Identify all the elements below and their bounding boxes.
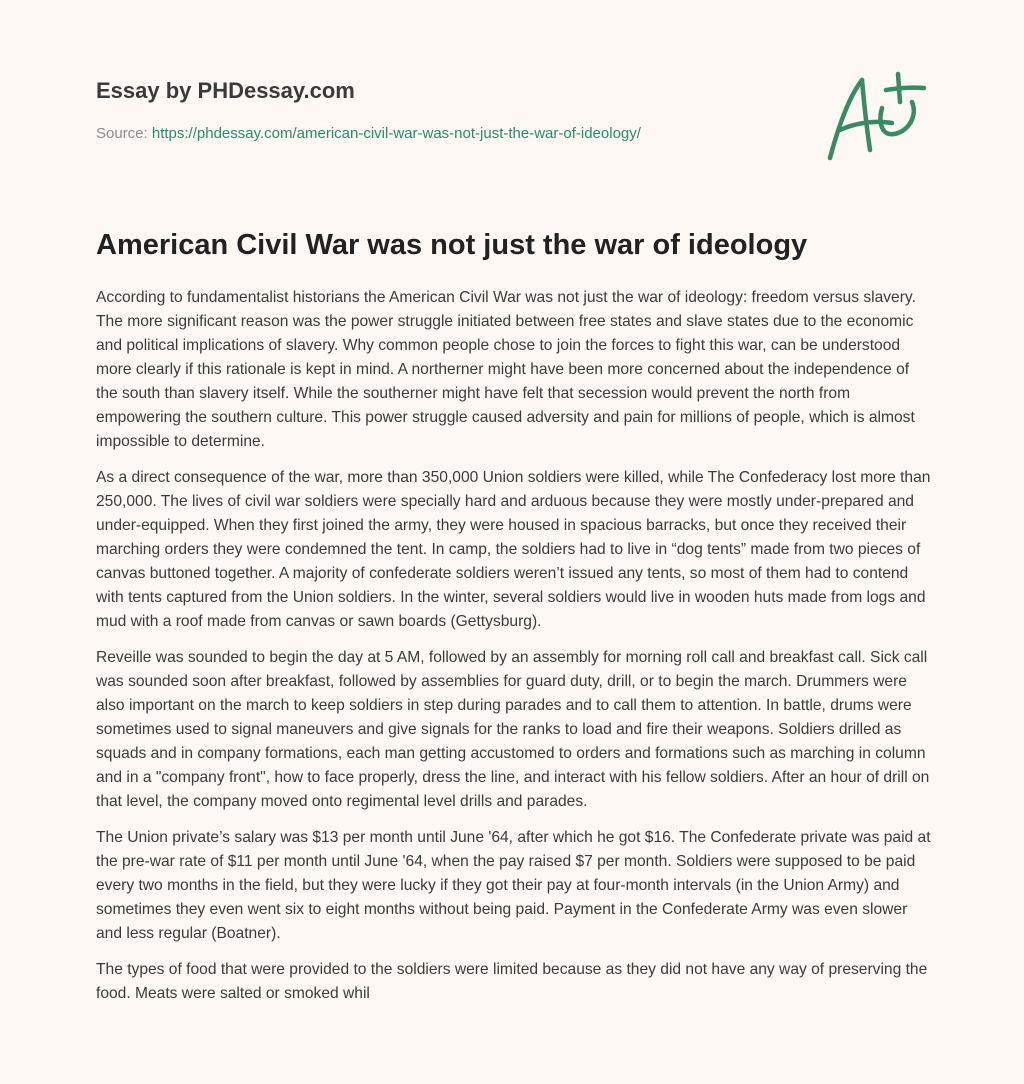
essay-body <box>96 226 932 1018</box>
a-plus-logo <box>820 68 930 168</box>
essay-title: American Civil War was not just the war of ideology <box>96 229 808 261</box>
essay-paragraph-2: As a direct consequence of the war, more than 350,000 Union soldiers were killed, while The Confederacy lost more than 250,000. The lives of civil war soldiers were specially hard and arduous because they were mostly under-prepared and under-equipped. When they first joined the army, they were housed in spacious barracks, but once they received their marching orders they were condemned the tent. In camp, the soldiers had to live in “dog tents” made from two pieces of canvas buttoned together. A majority of confederate soldiers weren’t issued any tents, so most of them had to contend with tents captured from the Union soldiers. In the winter, several soldiers would live in wooden huts made from logs and mud with a roof made from canvas or sawn boards (Gettysburg). <box>96 469 931 630</box>
essay-paragraph-4: The Union private’s salary was $13 per month until June '64, after which he got $16. The Confederate private was paid at the pre-war rate of $11 per month until June '64, when the pay raised $7 per month. Soldiers were supposed to be paid every two months in the field, but they were lucky if they got their pay at four-month intervals (in the Union Army) and sometimes they even went six to eight months without being paid. Payment in the Confederate Army was even slower and less regular (Boatner). <box>96 829 931 942</box>
a-plus-logo-icon <box>820 68 930 168</box>
essay-paragraph-1: According to fundamentalist historians the American Civil War was not just the war of ideology: freedom versus slavery. The more significant reason was the power struggle initiated between free states and slave states due to the economic and political implications of slavery. Why common people chose to join the forces to fight this war, can be understood more clearly if this rationale is kept in mind. A northerner might have been more concerned about the independence of the south than slavery itself. While the southerner might have felt that secession would prevent the north from empowering the southern culture. This power struggle caused adversity and pain for millions of people, which is almost impossible to determine. <box>96 289 916 450</box>
site-title: Essay by PHDessay.com <box>96 78 355 103</box>
essay-paragraph-5: The types of food that were provided to the soldiers were limited because as they did not have any way of preserving the food. Meats were salted or smoked whil <box>96 961 928 1002</box>
page-header <box>96 78 796 144</box>
source-link[interactable]: https://phdessay.com/american-civil-war-was-not-just-the-war-of-ideology/ <box>151 125 641 142</box>
source-line <box>96 124 796 144</box>
source-label: Source: <box>96 125 152 142</box>
essay-paragraph-3: Reveille was sounded to begin the day at 5 AM, followed by an assembly for morning roll call and breakfast call. Sick call was sounded soon after breakfast, followed by assemblies for guard duty, drill, or to begin the march. Drummers were also important on the march to keep soldiers in step during parades and to call them to attention. In battle, drums were sometimes used to signal maneuvers and give signals for the ranks to load and fire their weapons. Soldiers drilled as squads and in company formations, each man getting accustomed to orders and formations such as marching in column and in a "company front", how to face properly, dress the line, and interact with his fellow soldiers. After an hour of drill on that level, the company moved onto regimental level drills and parades. <box>96 649 930 810</box>
